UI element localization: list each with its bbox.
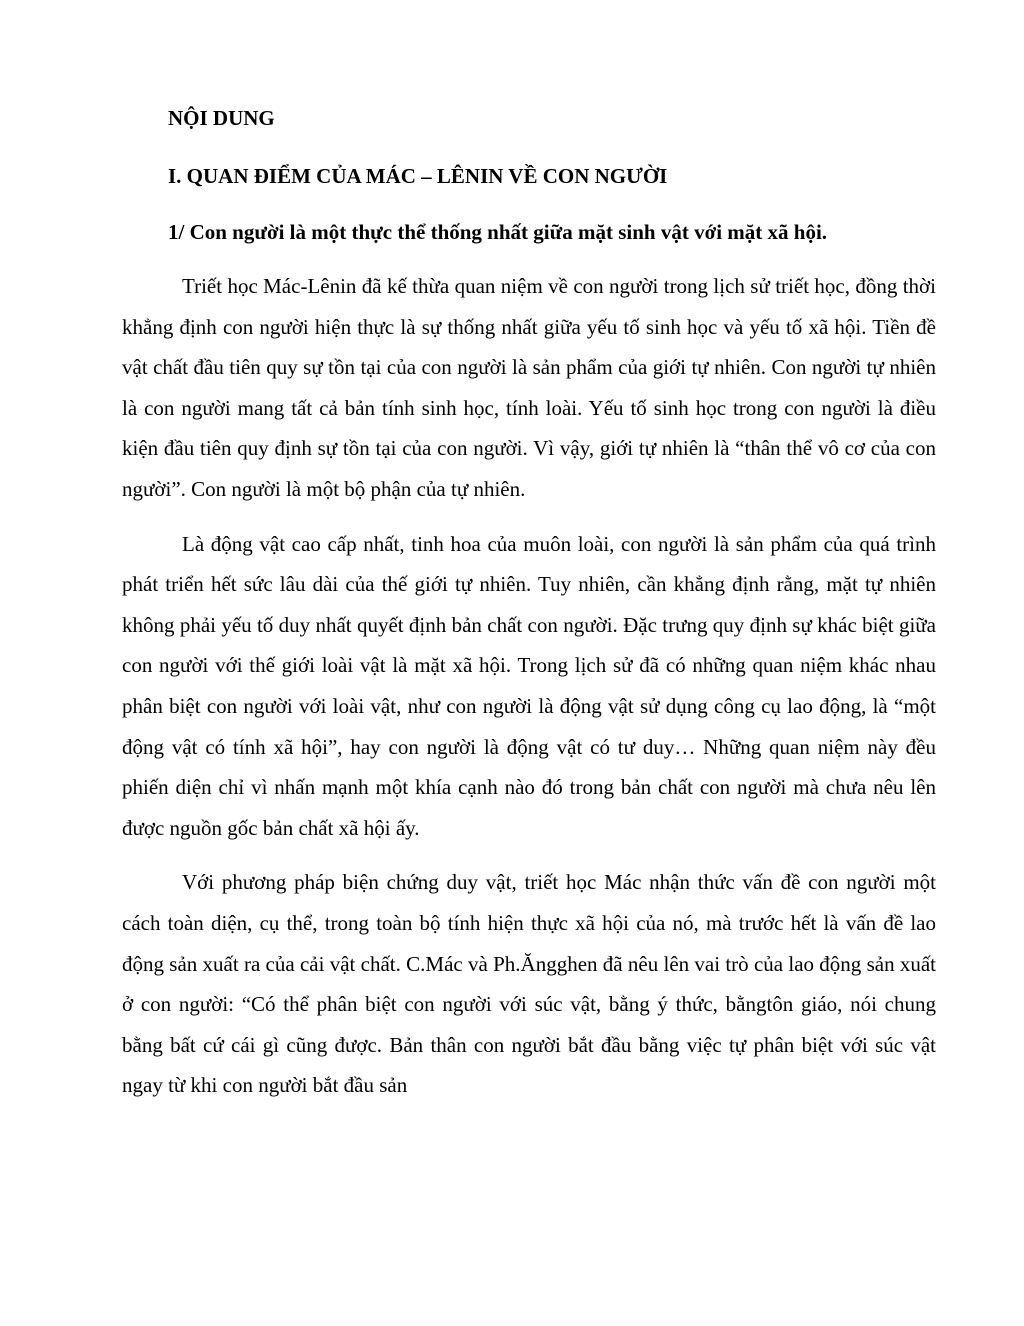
page-content bbox=[122, 98, 936, 1120]
paragraph-2: Là động vật cao cấp nhất, tinh hoa của muôn loài, con người là sản phẩm của quá trình phát triển hết sức lâu dài của thế giới tự nhiên. Tuy nhiên, cần khẳng định rằng, mặt tự nhiên không phải yếu tố duy nhất quyết định bản chất con người. Đặc trưng quy định sự khác biệt giữa con người với thế giới loài vật là mặt xã hội. Trong lịch sử đã có những quan niệm khác nhau phân biệt con người với loài vật, như con người là động vật sử dụng công cụ lao động, là “một động vật có tính xã hội”, hay con người là động vật có tư duy… Những quan niệm này đều phiến diện chỉ vì nhấn mạnh một khía cạnh nào đó trong bản chất con người mà chưa nêu lên được nguồn gốc bản chất xã hội ấy. bbox=[122, 531, 936, 840]
section-heading: I. QUAN ĐIỂM CỦA MÁC – LÊNIN VỀ CON NGƯỜI bbox=[168, 164, 668, 188]
subsection-heading: 1/ Con người là một thực thể thống nhất giữa mặt sinh vật với mặt xã hội. bbox=[168, 220, 828, 244]
paragraph-3: Với phương pháp biện chứng duy vật, triết học Mác nhận thức vấn đề con người một cách toàn diện, cụ thể, trong toàn bộ tính hiện thực xã hội của nó, mà trước hết là vấn đề lao động sản xuất ra của cải vật chất. C.Mác và Ph.Ăngghen đã nêu lên vai trò của lao động sản xuất ở con người: “Có thể phân biệt con người với súc vật, bằng ý thức, bằngtôn giáo, nói chung bằng bất cứ cái gì cũng được. Bản thân con người bắt đầu bằng việc tự phân biệt với súc vật ngay từ khi con người bắt đầu sản bbox=[122, 870, 936, 1098]
paragraph-1: Triết học Mác-Lênin đã kế thừa quan niệm về con người trong lịch sử triết học, đồng thời khẳng định con người hiện thực là sự thống nhất giữa yếu tố sinh học và yếu tố xã hội. Tiền đề vật chất đầu tiên quy sự tồn tại của con người là sản phẩm của giới tự nhiên. Con người tự nhiên là con người mang tất cả bản tính sinh học, tính loài. Yếu tố sinh học trong con người là điều kiện đầu tiên quy định sự tồn tại của con người. Vì vậy, giới tự nhiên là “thân thể vô cơ của con người”. Con người là một bộ phận của tự nhiên. bbox=[122, 274, 936, 501]
heading-main: NỘI DUNG bbox=[168, 106, 275, 130]
